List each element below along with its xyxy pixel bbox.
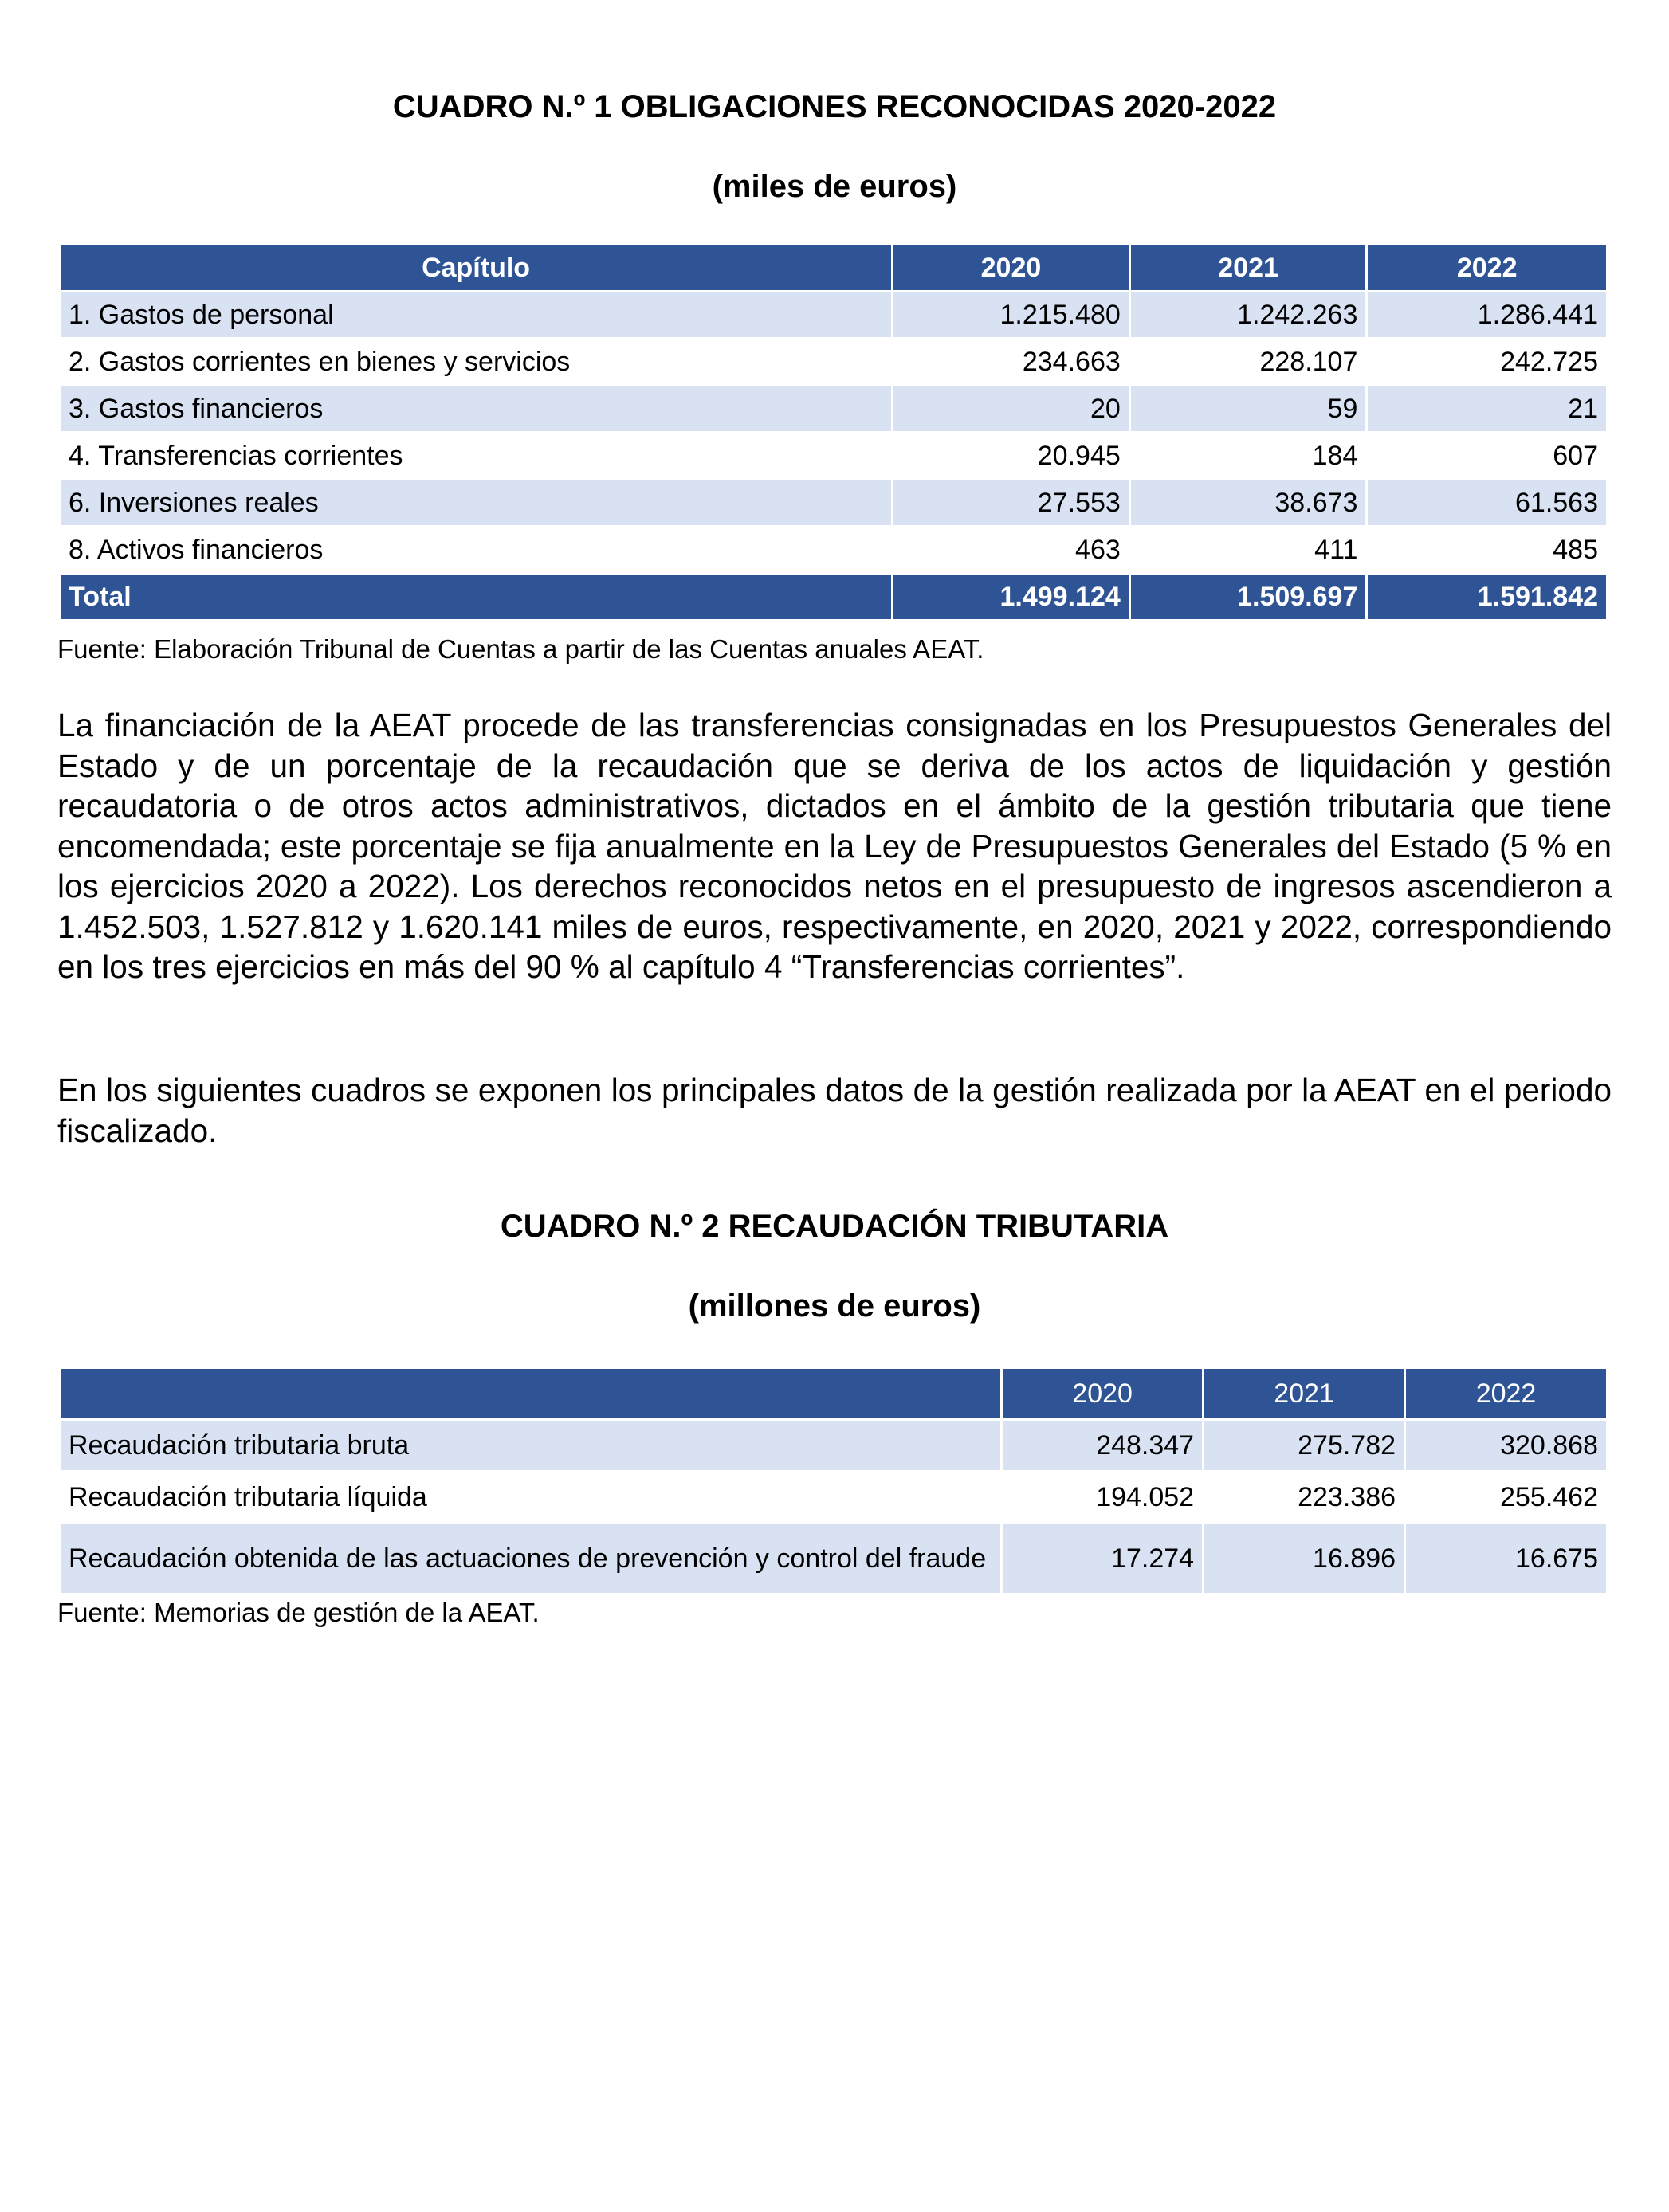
cell-value: 17.274 — [1003, 1524, 1202, 1593]
cuadro1-title: CUADRO N.º 1 OBLIGACIONES RECONOCIDAS 2020-2022 — [392, 89, 1277, 124]
cuadro2-source: Fuente: Memorias de gestión de la AEAT. — [57, 1598, 540, 1627]
cell-value: 275.782 — [1204, 1421, 1404, 1470]
cell-value: 21 — [1368, 386, 1606, 431]
header-2020: 2020 — [893, 245, 1129, 290]
total-value: 1.509.697 — [1131, 575, 1366, 619]
row-label: Recaudación tributaria líquida — [61, 1473, 1000, 1522]
total-value: 1.591.842 — [1368, 575, 1606, 619]
total-row — [61, 575, 1606, 619]
header-2022: 2022 — [1368, 245, 1606, 290]
cell-value: 228.107 — [1131, 339, 1366, 384]
cuadro1-table — [58, 243, 1608, 622]
table-row — [61, 433, 1606, 478]
cell-value: 20.945 — [893, 433, 1129, 478]
cell-value: 20 — [893, 386, 1129, 431]
table-row — [61, 1524, 1606, 1593]
row-label: 1. Gastos de personal — [61, 292, 891, 337]
table-row — [61, 292, 1606, 337]
header-2020: 2020 — [1003, 1369, 1202, 1418]
cell-value: 16.675 — [1406, 1524, 1606, 1593]
row-label: 2. Gastos corrientes en bienes y servicios — [61, 339, 891, 384]
header-2021: 2021 — [1131, 245, 1366, 290]
row-label: 6. Inversiones reales — [61, 480, 891, 525]
cell-value: 320.868 — [1406, 1421, 1606, 1470]
total-label: Total — [61, 575, 891, 619]
cell-value: 61.563 — [1368, 480, 1606, 525]
cell-value: 184 — [1131, 433, 1366, 478]
cell-value: 16.896 — [1204, 1524, 1404, 1593]
cell-value: 411 — [1131, 528, 1366, 572]
cell-value: 59 — [1131, 386, 1366, 431]
cell-value: 27.553 — [893, 480, 1129, 525]
header-blank — [61, 1369, 1000, 1418]
table-row — [61, 386, 1606, 431]
cell-value: 607 — [1368, 433, 1606, 478]
row-label: 3. Gastos financieros — [61, 386, 891, 431]
table-row — [61, 339, 1606, 384]
cell-value: 38.673 — [1131, 480, 1366, 525]
cell-value: 248.347 — [1003, 1421, 1202, 1470]
paragraph-cuadros: En los siguientes cuadros se exponen los principales datos de la gestión realizada por la AEAT en el periodo fiscalizado. — [57, 1072, 1612, 1149]
paragraph-financiacion: La financiación de la AEAT procede de las transferencias consignadas en los Presupuestos Generales del Estado y de un porcentaje de la recaudación que se deriva de los actos de liquidación y gestión recaudatoria o de otros actos administrativos, dictados en el ámbito de la gestión tributaria que tiene encomendada; este porcentaje se fija anualmente en la Ley de Presupuestos Generales del Estado (5 % en los ejercicios 2020 a 2022). Los derechos reconocidos netos en el presupuesto de ingresos ascendieron a 1.452.503, 1.527.812 y 1.620.141 miles de euros, respectivamente, en 2020, 2021 y 2022, correspondiendo en los tres ejercicios en más del 90 % al capítulo 4 “Transferencias corrientes”. — [57, 707, 1612, 985]
cell-value: 242.725 — [1368, 339, 1606, 384]
cuadro1-header-row — [61, 245, 1606, 290]
table-row — [61, 480, 1606, 525]
table-row — [61, 1473, 1606, 1522]
cuadro1-unit: (miles de euros) — [712, 169, 957, 204]
cuadro2-header-row — [61, 1369, 1606, 1418]
table-row — [61, 528, 1606, 572]
cell-value: 1.215.480 — [893, 292, 1129, 337]
cuadro2-unit: (millones de euros) — [688, 1288, 981, 1324]
cell-value: 223.386 — [1204, 1473, 1404, 1522]
cell-value: 463 — [893, 528, 1129, 572]
row-label: Recaudación obtenida de las actuaciones de prevención y control del fraude — [61, 1524, 1000, 1593]
header-2021: 2021 — [1204, 1369, 1404, 1418]
row-label: 4. Transferencias corrientes — [61, 433, 891, 478]
cell-value: 1.242.263 — [1131, 292, 1366, 337]
row-label: Recaudación tributaria bruta — [61, 1421, 1000, 1470]
cell-value: 194.052 — [1003, 1473, 1202, 1522]
cuadro2-table — [58, 1367, 1608, 1595]
total-value: 1.499.124 — [893, 575, 1129, 619]
table-row — [61, 1421, 1606, 1470]
header-2022: 2022 — [1406, 1369, 1606, 1418]
cuadro2-title: CUADRO N.º 2 RECAUDACIÓN TRIBUTARIA — [500, 1209, 1169, 1244]
header-capitulo: Capítulo — [61, 245, 891, 290]
cell-value: 1.286.441 — [1368, 292, 1606, 337]
cell-value: 255.462 — [1406, 1473, 1606, 1522]
cell-value: 485 — [1368, 528, 1606, 572]
row-label: 8. Activos financieros — [61, 528, 891, 572]
cell-value: 234.663 — [893, 339, 1129, 384]
cuadro1-source: Fuente: Elaboración Tribunal de Cuentas a partir de las Cuentas anuales AEAT. — [57, 634, 984, 664]
